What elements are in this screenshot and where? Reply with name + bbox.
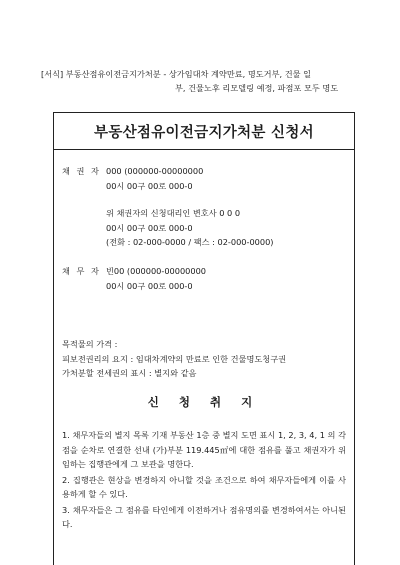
purpose-list xyxy=(62,428,346,533)
header-rest: 부, 건물노후 리모델링 예정, 파점포 모두 명도 xyxy=(175,83,339,93)
creditor-info xyxy=(106,164,203,193)
agent-name: 위 채권자의 신청대리인 변호사 0 0 0 xyxy=(106,208,241,218)
form-title: 부동산점유이전금지가처분 신청서 xyxy=(54,113,354,150)
purpose-title: 신 청 취 지 xyxy=(147,395,261,409)
agent-address: 00시 00구 00로 000-0 xyxy=(106,222,193,233)
agent-info xyxy=(106,206,274,250)
purpose-item: 1. 채무자들의 별지 목록 기재 부동산 1층 중 별지 도면 표시 1, 2, 3, 4, 1 의 각 점을 순차로 연결한 선내 (가)부분 119.445㎡에 대한 점유를 풀고 채권자가 위임하는 집행관에게 그 보관을 명한다. xyxy=(62,430,346,469)
document-header xyxy=(41,67,363,95)
debtor-role: 채 무 자 xyxy=(62,266,101,276)
object-value: 목적물의 가격 : xyxy=(62,339,118,349)
creditor-address: 00시 00구 00로 000-0 xyxy=(106,180,193,191)
debtor-info xyxy=(106,264,206,293)
agent-contact: (전화 : 02-000-0000 / 팩스 : 02-000-0000) xyxy=(106,237,274,247)
preserved-right: 피보전권리의 요지 : 임대차계약의 만료로 인한 건물명도청구권 xyxy=(62,353,287,364)
header-lead: [서식] 부동산점유이전금지가처분 - 상가임대차 계약만료, 명도거부, 건물 일 xyxy=(41,69,312,79)
purpose-item: 2. 집행관은 현상을 변경하지 아니할 것을 조건으로 하여 채무자들에게 이를 사용하게 할 수 있다. xyxy=(62,474,346,499)
creditor-name: 000 (000000-00000000 xyxy=(106,166,204,176)
debtor-name: 빈00 (000000-00000000 xyxy=(106,266,207,276)
claim-block xyxy=(62,337,286,381)
disposition-target: 가처분할 전세권의 표시 : 별지와 같음 xyxy=(62,368,197,378)
application-form xyxy=(53,112,355,565)
debtor-address: 00시 00구 00로 000-0 xyxy=(106,280,193,291)
creditor-role: 채 권 자 xyxy=(62,166,101,176)
purpose-item: 3. 채무자들은 그 점유를 타인에게 이전하거나 점유명의를 변경하여서는 아니된다. xyxy=(62,504,346,529)
